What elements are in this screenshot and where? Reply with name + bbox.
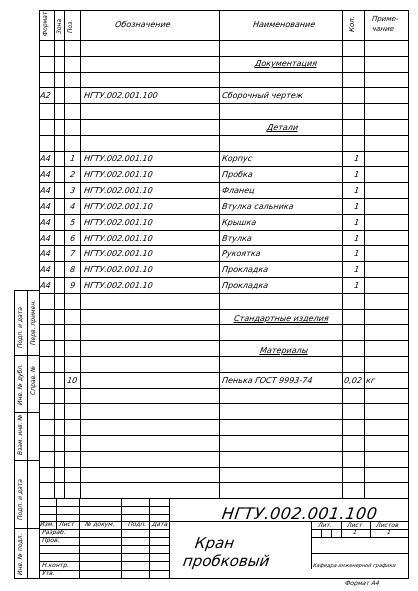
stamp-razrab: Разраб. — [41, 529, 67, 536]
stamp-v3 — [121, 498, 122, 579]
row-4-format: А4 — [39, 186, 52, 195]
stamp-v4 — [149, 498, 150, 579]
row-line-20 — [39, 356, 409, 357]
row-line-15 — [39, 277, 409, 278]
side-label-podp-data-1: Подп. и дата — [17, 307, 24, 348]
header-line — [39, 40, 409, 41]
row-8-qty: 1 — [353, 249, 360, 258]
header-note-1: Приме- — [371, 15, 399, 23]
row-line-6 — [39, 135, 409, 136]
row-line-19 — [39, 340, 409, 341]
header-qty: Кол. — [348, 16, 356, 32]
stamp-nkontr: Н.контр. — [41, 562, 70, 569]
stamp-h11 — [311, 537, 409, 538]
col-line-4 — [219, 10, 220, 498]
row-4-designation: НГТУ.002.001.10 — [83, 186, 154, 195]
header-format: Формат — [42, 11, 49, 36]
section-documentation: Документация — [254, 59, 318, 68]
row-line-18 — [39, 324, 409, 325]
frame-bottom — [14, 578, 409, 579]
row-10-qty: 1 — [353, 281, 360, 290]
row-line-14 — [39, 261, 409, 262]
section-parts: Детали — [266, 123, 299, 132]
row-line-16 — [39, 293, 409, 294]
row-line-17 — [39, 309, 409, 310]
side-line-3 — [14, 412, 40, 413]
stamp-code: НГТУ.002.001.100 — [220, 504, 379, 523]
stamp-lit: Лит. — [317, 522, 333, 529]
row-2-name: Корпус — [221, 154, 253, 163]
row-line-13 — [39, 245, 409, 246]
row-9-designation: НГТУ.002.001.10 — [83, 265, 154, 274]
stamp-prov: Пров. — [41, 537, 60, 544]
stamp-list-header: Лист — [346, 522, 363, 529]
frame-right — [408, 10, 409, 579]
row-2-qty: 1 — [353, 154, 360, 163]
row-line-11 — [39, 214, 409, 215]
row-3-name: Пробка — [221, 170, 254, 179]
col-line-5 — [342, 10, 343, 498]
row-line-12 — [39, 230, 409, 231]
row-line-2 — [39, 72, 409, 73]
row-line-9 — [39, 182, 409, 183]
row-1-designation: НГТУ.002.001.100 — [83, 91, 159, 100]
row-9-pos: 8 — [69, 265, 76, 274]
row-1-name: Сборочный чертеж — [221, 91, 304, 100]
row-line-7 — [39, 151, 409, 152]
side-frame-mid — [27, 290, 28, 579]
stamp-h12 — [311, 553, 409, 554]
row-7-pos: 6 — [69, 234, 76, 243]
row-line-5 — [39, 119, 409, 120]
stamp-org: Кафедра инженерной графики — [312, 563, 397, 569]
side-line-1 — [14, 290, 40, 291]
row-line-10 — [39, 198, 409, 199]
row-6-designation: НГТУ.002.001.10 — [83, 218, 154, 227]
stamp-v5 — [169, 498, 170, 579]
row-line-26 — [39, 451, 409, 452]
side-frame-left — [14, 290, 15, 579]
row-4-qty: 1 — [353, 186, 360, 195]
col-line-6 — [364, 10, 365, 498]
stamp-list: Лист — [58, 521, 75, 528]
frame-top — [39, 10, 409, 11]
row-line-4 — [39, 103, 409, 104]
row-8-name: Рукоятка — [221, 249, 262, 258]
row-11-pos: 10 — [66, 376, 78, 385]
row-3-qty: 1 — [353, 170, 360, 179]
row-4-name: Фланец — [221, 186, 256, 195]
row-5-designation: НГТУ.002.001.10 — [83, 202, 154, 211]
row-line-28 — [39, 482, 409, 483]
side-line-4 — [14, 460, 40, 461]
row-line-1 — [39, 56, 409, 57]
row-11-qty: 0,02 — [343, 376, 363, 385]
format-label: Формат А4 — [344, 580, 380, 587]
stamp-title-line2: пробковый — [181, 552, 271, 570]
row-7-name: Втулка — [221, 234, 253, 243]
side-label-inv-dubl: Инв. № дубл. — [17, 363, 24, 405]
stamp-title-line1: Кран — [193, 534, 236, 552]
row-9-format: А4 — [39, 265, 52, 274]
row-8-designation: НГТУ.002.001.10 — [83, 249, 154, 258]
row-10-format: А4 — [39, 281, 52, 290]
stamp-podp: Подп. — [127, 521, 147, 528]
side-label-perv-primen: Перв. примен. — [30, 299, 37, 345]
row-11-note: кг — [365, 376, 376, 385]
section-standard: Стандартные изделия — [233, 314, 330, 323]
stamp-v10 — [370, 521, 371, 538]
side-line-5 — [14, 528, 40, 529]
stamp-v8 — [331, 529, 332, 538]
stamp-v2 — [79, 498, 80, 579]
row-5-format: А4 — [39, 202, 52, 211]
row-3-pos: 2 — [69, 170, 76, 179]
row-6-qty: 1 — [353, 218, 360, 227]
row-line-21 — [39, 372, 409, 373]
row-3-format: А4 — [39, 170, 52, 179]
row-line-8 — [39, 166, 409, 167]
row-9-name: Прокладка — [221, 265, 269, 274]
row-6-name: Крышка — [221, 218, 257, 227]
side-label-inv-podl: Инв. № подл. — [17, 533, 24, 575]
row-2-pos: 1 — [69, 154, 76, 163]
row-3-designation: НГТУ.002.001.10 — [83, 170, 154, 179]
col-line-3 — [80, 10, 81, 498]
stamp-ndokum: № докум. — [84, 521, 116, 528]
row-10-pos: 9 — [69, 281, 76, 290]
side-line-2 — [14, 355, 40, 356]
stamp-utv: Утв. — [41, 570, 56, 577]
header-note-2: чание — [371, 25, 395, 33]
row-5-name: Втулка сальника — [221, 202, 295, 211]
row-9-qty: 1 — [353, 265, 360, 274]
row-line-22 — [39, 388, 409, 389]
row-line-23 — [39, 403, 409, 404]
row-1-format: А2 — [39, 91, 52, 100]
row-4-pos: 3 — [69, 186, 76, 195]
stamp-izm: Изм. — [39, 521, 55, 528]
header-name: Наименование — [252, 20, 316, 29]
stamp-v1 — [56, 498, 57, 529]
stamp-v9 — [341, 521, 342, 538]
row-2-format: А4 — [39, 154, 52, 163]
row-7-format: А4 — [39, 234, 52, 243]
row-line-3 — [39, 87, 409, 88]
row-10-name: Прокладка — [221, 281, 269, 290]
row-5-pos: 4 — [69, 202, 76, 211]
header-designation: Обозначение — [114, 20, 172, 29]
stamp-top — [39, 498, 409, 499]
stamp-list-value: 1 — [352, 529, 358, 536]
row-6-format: А4 — [39, 218, 52, 227]
side-label-podp-data-2: Подп. и дата — [17, 479, 24, 520]
row-7-designation: НГТУ.002.001.10 — [83, 234, 154, 243]
stamp-data: Дата — [151, 521, 169, 528]
row-8-format: А4 — [39, 249, 52, 258]
row-7-qty: 1 — [353, 234, 360, 243]
row-line-24 — [39, 419, 409, 420]
side-label-sprav: Справ. № — [30, 365, 37, 395]
stamp-v7 — [321, 529, 322, 538]
row-2-designation: НГТУ.002.001.10 — [83, 154, 154, 163]
row-10-designation: НГТУ.002.001.10 — [83, 281, 154, 290]
row-5-qty: 1 — [353, 202, 360, 211]
row-8-pos: 7 — [69, 249, 76, 258]
col-line-2 — [64, 10, 65, 498]
row-line-27 — [39, 467, 409, 468]
stamp-listov-header: Листов — [375, 522, 399, 529]
row-11-name: Пенька ГОСТ 9993-74 — [221, 376, 314, 385]
col-line-1 — [54, 10, 55, 498]
row-6-pos: 5 — [69, 218, 76, 227]
side-label-vzam-inv: Взам. инв. № — [17, 414, 24, 455]
row-line-25 — [39, 435, 409, 436]
section-materials: Материалы — [259, 346, 309, 355]
header-pos: Поз. — [67, 19, 74, 33]
stamp-listov-value: 1 — [386, 529, 392, 536]
header-zone: Зона — [56, 18, 63, 34]
